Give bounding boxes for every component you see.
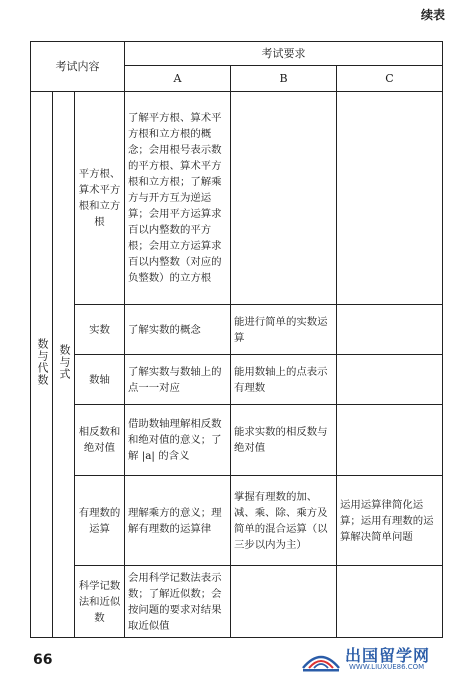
- watermark-logo-icon: [301, 644, 341, 676]
- header-row-1: [31, 42, 443, 66]
- level-c-cell: 运用运算律简化运算；运用有理数的运算解决简单问题: [337, 476, 443, 566]
- topic-cell: 相反数和绝对值: [75, 405, 125, 476]
- level-c-cell: [337, 566, 443, 638]
- topic-cell: 数轴: [75, 355, 125, 405]
- topic-cell: 科学记数法和近似数: [75, 566, 125, 638]
- category-cell: [31, 92, 53, 638]
- exam-requirements-table: [30, 41, 443, 638]
- level-a-cell: 借助数轴理解相反数和绝对值的意义；了解 |a| 的含义: [125, 405, 231, 476]
- table-row: [31, 355, 443, 405]
- table-row: [31, 305, 443, 355]
- level-a-header: A: [125, 66, 231, 92]
- page-number: 66: [33, 652, 53, 668]
- level-b-cell: 能求实数的相反数与绝对值: [231, 405, 337, 476]
- topic-cell: 实数: [75, 305, 125, 355]
- level-b-cell: [231, 92, 337, 305]
- level-a-cell: 理解乘方的意义；理解有理数的运算律: [125, 476, 231, 566]
- table-row: [31, 405, 443, 476]
- subcategory-cell: [53, 92, 75, 638]
- topic-cell: 有理数的运算: [75, 476, 125, 566]
- requirement-header: 考试要求: [125, 42, 443, 66]
- watermark-url: WWW.LIUXUE86.COM: [349, 663, 425, 671]
- level-c-cell: [337, 92, 443, 305]
- level-b-header: B: [231, 66, 337, 92]
- continued-label: 续表: [420, 8, 445, 22]
- subcategory-label: 数与式: [58, 344, 71, 380]
- level-c-cell: [337, 405, 443, 476]
- level-c-cell: [337, 305, 443, 355]
- level-a-cell: 了解实数与数轴上的点一一对应: [125, 355, 231, 405]
- watermark-name: 出国留学网: [345, 646, 431, 665]
- level-a-cell: 了解实数的概念: [125, 305, 231, 355]
- level-a-cell: 会用科学记数法表示数；了解近似数；会按问题的要求对结果取近似值: [125, 566, 231, 638]
- table-row: [31, 566, 443, 638]
- level-b-cell: 能用数轴上的点表示有理数: [231, 355, 337, 405]
- category-label: 数与代数: [36, 338, 49, 386]
- watermark: [297, 642, 449, 678]
- level-a-cell: 了解平方根、算术平方根和立方根的概念；会用根号表示数的平方根、算术平方根和立方根；了解乘方与开方互为逆运算；会用平方运算求百以内整数的平方根；会用立方运算求百以内整数（对应的负整数）的立方根: [125, 92, 231, 305]
- content-header: 考试内容: [31, 42, 125, 92]
- table-row: [31, 476, 443, 566]
- level-b-cell: [231, 566, 337, 638]
- level-b-cell: 能进行简单的实数运算: [231, 305, 337, 355]
- topic-cell: 平方根、算术平方根和立方根: [75, 92, 125, 305]
- table-row: [31, 92, 443, 305]
- level-c-cell: [337, 355, 443, 405]
- level-c-header: C: [337, 66, 443, 92]
- level-b-cell: 掌握有理数的加、减、乘、除、乘方及简单的混合运算（以三步以内为主）: [231, 476, 337, 566]
